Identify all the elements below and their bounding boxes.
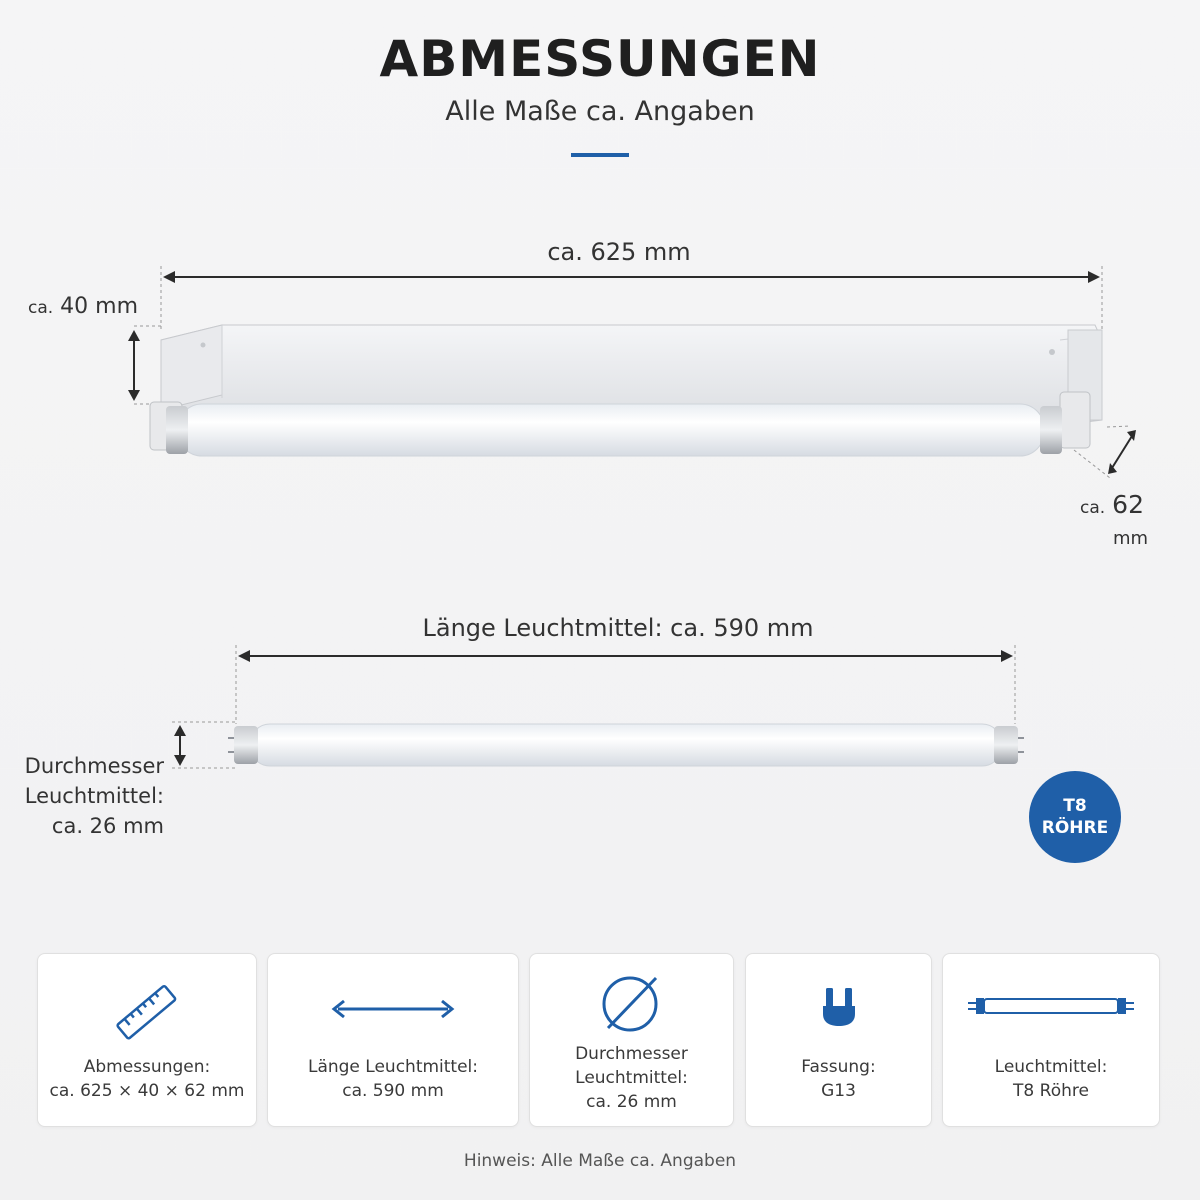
card-label: Fassung:	[801, 1057, 876, 1077]
tube-icon	[966, 994, 1136, 1018]
diameter-icon	[600, 972, 664, 1036]
ruler-icon	[112, 978, 182, 1048]
card-lamp-type	[942, 953, 1160, 1127]
card-label: Länge Leuchtmittel:	[307, 1057, 479, 1077]
card-label: Abmessungen:	[83, 1057, 211, 1077]
page-subtitle: Alle Maße ca. Angaben	[445, 96, 755, 127]
width-label: ca. 625 mm	[547, 238, 691, 266]
card-tube-length	[267, 953, 519, 1127]
card-value: G13	[821, 1081, 856, 1101]
depth-unit: mm	[1113, 528, 1149, 549]
tube-length-label: Länge Leuchtmittel: ca. 590 mm	[422, 614, 814, 642]
tube-diameter-label: Durchmesser Leuchtmittel: ca. 26 mm	[24, 754, 164, 838]
depth-label: ca. 62	[1080, 490, 1144, 519]
t8-badge: T8 RÖHRE	[1029, 771, 1121, 863]
footnote: Hinweis: Alle Maße ca. Angaben	[463, 1151, 737, 1171]
card-socket	[745, 953, 932, 1127]
card-value: ca. 590 mm	[342, 1081, 444, 1101]
page-title: ABMESSUNGEN	[379, 30, 821, 88]
card-dimensions	[37, 953, 257, 1127]
card-tube-diameter	[529, 953, 734, 1127]
height-label: ca. 40 mm	[28, 294, 139, 319]
card-label: Durchmesser	[575, 1044, 688, 1064]
card-label: Leuchtmittel:	[994, 1057, 1108, 1077]
card-label: Leuchtmittel:	[575, 1068, 688, 1088]
card-value: ca. 625 × 40 × 62 mm	[49, 1081, 245, 1101]
card-value: ca. 26 mm	[586, 1092, 677, 1112]
card-value: T8 Röhre	[1013, 1081, 1089, 1101]
socket-icon	[819, 984, 859, 1030]
double-arrow-icon	[328, 994, 458, 1024]
